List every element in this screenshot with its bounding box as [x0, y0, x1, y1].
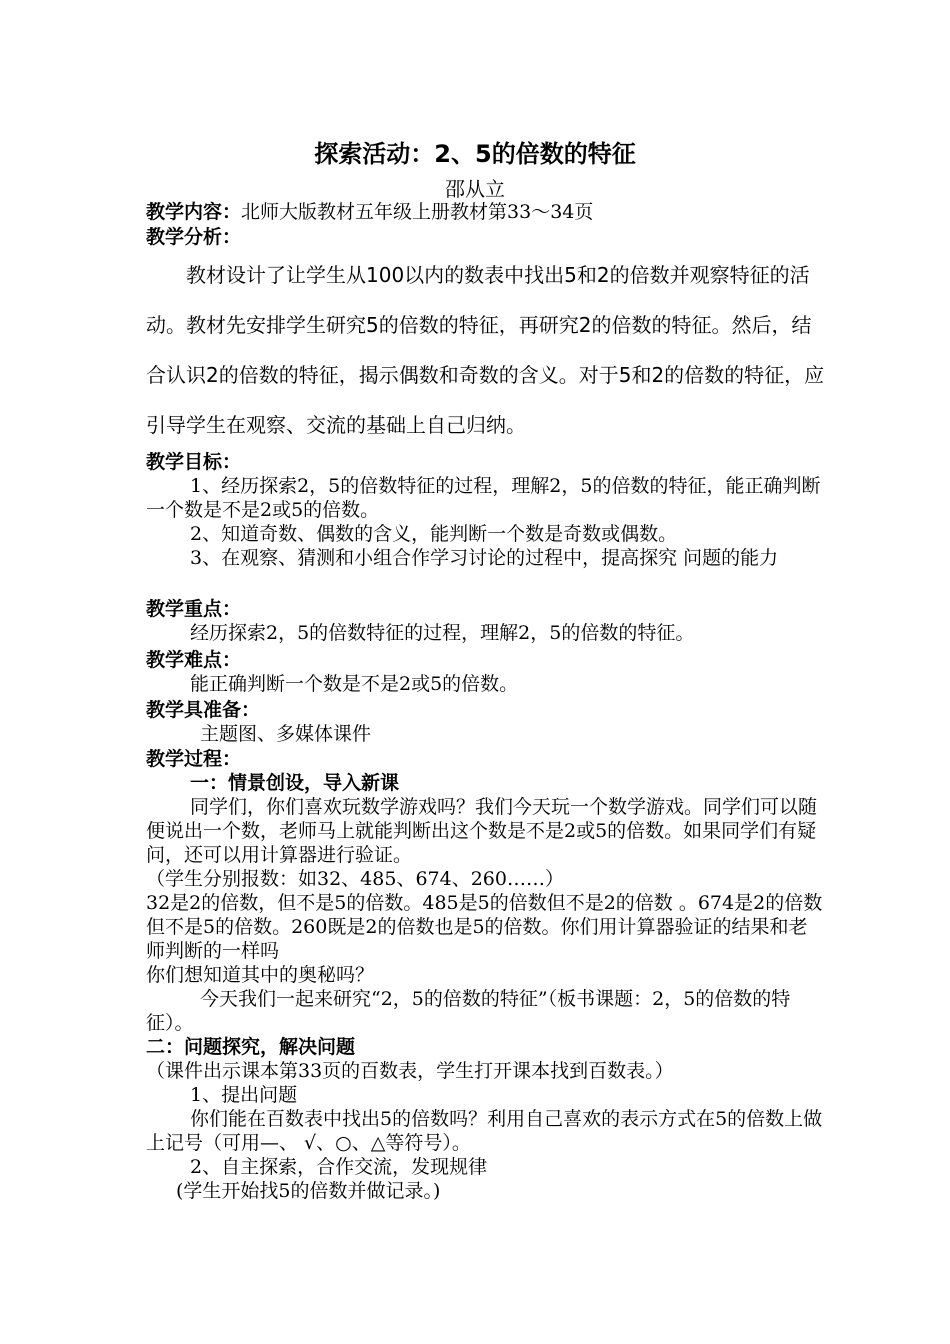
- teaching-difficulty-label: 教学难点：: [146, 649, 242, 671]
- goal-item-3: 3、在观察、猜测和小组合作学习讨论的过程中，提高探究 问题的能力: [190, 547, 779, 569]
- teaching-tools: [146, 698, 826, 746]
- teaching-goals: [146, 450, 826, 570]
- section2-paragraph-1: （课件出示课本第33页的百数表，学生打开课本找到百数表。）: [146, 1060, 674, 1082]
- author-name: 邵从立: [445, 177, 505, 201]
- teaching-difficulty-text: 能正确判断一个数是不是2或5的倍数。: [190, 673, 519, 695]
- section1-paragraph-5: 今天我们一起来研究“2，5的倍数的特征”（板书课题：2，5的倍数的特征）。: [146, 988, 791, 1034]
- teaching-tools-label: 教学具准备：: [146, 699, 261, 721]
- goal-item-1: 1、经历探索2，5的倍数特征的过程，理解2，5的倍数的特征，能正确判断一个数是不是2或5的倍数。: [146, 475, 821, 521]
- teaching-content: [146, 200, 826, 224]
- teaching-keypoint: [146, 597, 826, 645]
- section2-paragraph-2: 1、提出问题: [190, 1084, 298, 1106]
- teaching-process: [146, 747, 826, 1203]
- section1-paragraph-3: 32是2的倍数，但不是5的倍数。485是5的倍数但不是2的倍数 。674是2的倍数但不是5的倍数。260既是2的倍数也是5的倍数。你们用计算器验证的结果和老师判断的一样吗: [146, 892, 823, 962]
- section1-paragraph-2: （学生分别报数：如32、485、674、260……）: [146, 868, 564, 890]
- teaching-tools-text: 主题图、多媒体课件: [200, 723, 372, 745]
- teaching-analysis: [146, 225, 826, 450]
- teaching-analysis-paragraph: 教材设计了让学生从100以内的数表中找出5和2的倍数并观察特征的活动。教材先安排学生研究5的倍数的特征，再研究2的倍数的特征。然后，结合认识2的倍数的特征，揭示偶数和奇数的含义。对于5和2的倍数的特征，应引导学生在观察、交流的基础上自己归纳。: [146, 263, 825, 437]
- teaching-keypoint-label: 教学重点：: [146, 598, 242, 620]
- teaching-process-label: 教学过程：: [146, 748, 242, 770]
- goal-item-2: 2、知道奇数、偶数的含义，能判断一个数是奇数或偶数。: [190, 523, 678, 545]
- teaching-goals-label: 教学目标：: [146, 451, 242, 473]
- section2-paragraph-3: 你们能在百数表中找出5的倍数吗？利用自己喜欢的表示方式在5的倍数上做上记号（可用—、 √、○、△等符号）。: [146, 1108, 823, 1154]
- teaching-difficulty: [146, 648, 826, 696]
- teaching-content-text: 北师大版教材五年级上册教材第33～34页: [241, 201, 594, 223]
- teaching-keypoint-text: 经历探索2，5的倍数特征的过程，理解2，5的倍数的特征。: [190, 622, 695, 644]
- section1-paragraph-4: 你们想知道其中的奥秘吗？: [146, 964, 375, 986]
- section1-heading: 一：情景创设，导入新课: [190, 772, 400, 794]
- teaching-content-label: 教学内容：: [146, 201, 242, 223]
- section1-paragraph-1: 同学们，你们喜欢玩数学游戏吗？我们今天玩一个数学游戏。同学们可以随便说出一个数，老师马上就能判断出这个数是不是2或5的倍数。如果同学们有疑问，还可以用计算器进行验证。: [146, 796, 818, 866]
- document-title: 探索活动：2、5的倍数的特征: [314, 140, 636, 168]
- section2-paragraph-5: (学生开始找5的倍数并做记录。): [176, 1180, 441, 1202]
- teaching-analysis-label: 教学分析：: [146, 226, 242, 248]
- section2-paragraph-4: 2、自主探索，合作交流，发现规律: [190, 1156, 488, 1178]
- section2-heading: 二：问题探究，解决问题: [146, 1036, 356, 1058]
